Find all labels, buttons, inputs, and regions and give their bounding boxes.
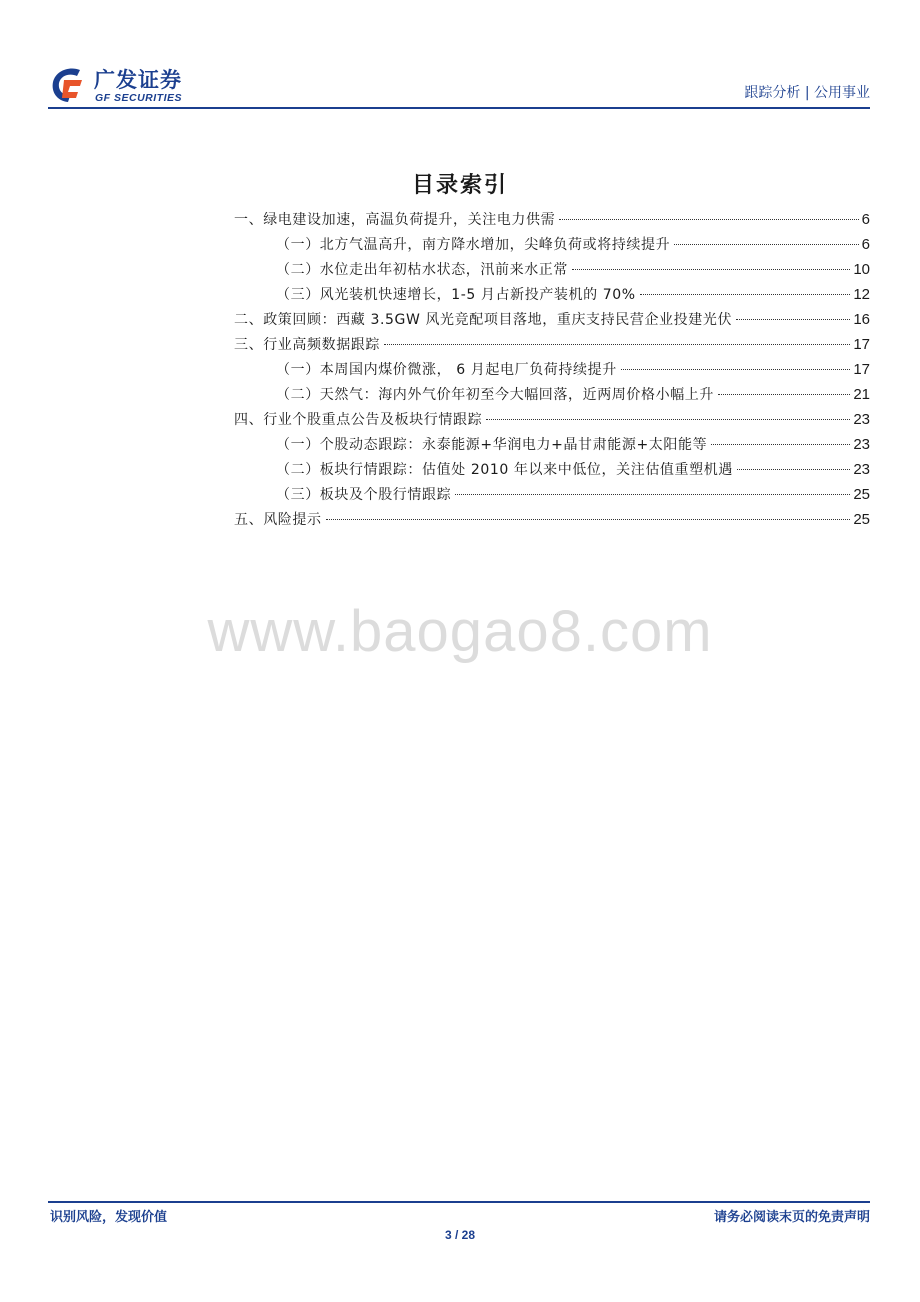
toc-leader-dots bbox=[384, 344, 850, 345]
toc-entry-text: （三）风光装机快速增长，1-5 月占新投产装机的 70% bbox=[276, 287, 636, 303]
toc-entry[interactable] bbox=[234, 508, 870, 532]
toc-entry-page: 6 bbox=[861, 211, 870, 228]
toc-entry-text: （二）板块行情跟踪：估值处 2010 年以来中低位，关注估值重塑机遇 bbox=[276, 462, 733, 478]
toc-entry-text: 二、政策回顾：西藏 3.5GW 风光竞配项目落地，重庆支持民营企业投建光伏 bbox=[234, 312, 733, 328]
toc-leader-dots bbox=[737, 469, 850, 470]
footer-disclaimer-note: 请务必阅读末页的免责声明 bbox=[713, 1210, 870, 1225]
logo-english-text: GF SECURITIES bbox=[95, 92, 183, 104]
toc-entry-page: 21 bbox=[853, 386, 870, 403]
toc-entry-page: 25 bbox=[853, 486, 870, 503]
footer-slogan: 识别风险，发现价值 bbox=[50, 1210, 168, 1225]
toc-leader-dots bbox=[640, 294, 851, 295]
toc-entry-page: 23 bbox=[853, 436, 870, 453]
report-type: 跟踪分析 bbox=[744, 85, 801, 101]
watermark: www.baogao8.com bbox=[207, 599, 713, 664]
toc-entry-page: 6 bbox=[861, 236, 870, 253]
toc-entry[interactable] bbox=[276, 433, 870, 457]
toc-entry-text: （一）本周国内煤价微涨， 6 月起电厂负荷持续提升 bbox=[276, 362, 617, 378]
toc-entry-page: 17 bbox=[853, 361, 870, 378]
toc-entry-text: （一）北方气温高升，南方降水增加，尖峰负荷或将持续提升 bbox=[276, 237, 671, 253]
toc-entry[interactable] bbox=[276, 258, 870, 282]
toc-leader-dots bbox=[711, 444, 850, 445]
toc-entry-text: 一、绿电建设加速，高温负荷提升，关注电力供需 bbox=[234, 212, 556, 228]
toc-leader-dots bbox=[736, 319, 850, 320]
toc-entry-page: 23 bbox=[853, 461, 870, 478]
report-category bbox=[744, 82, 870, 102]
toc-entry[interactable] bbox=[276, 458, 870, 482]
gf-securities-logo bbox=[48, 62, 198, 106]
toc-leader-dots bbox=[326, 519, 851, 520]
page-header bbox=[48, 62, 870, 108]
toc-entry[interactable] bbox=[234, 333, 870, 357]
header-divider bbox=[48, 107, 870, 109]
toc-entry-text: （二）水位走出年初枯水状态，汛前来水正常 bbox=[276, 262, 568, 278]
toc-entry[interactable] bbox=[234, 408, 870, 432]
toc-entry-page: 16 bbox=[853, 311, 870, 328]
toc-entry-text: （一）个股动态跟踪：永泰能源+华润电力+晶甘肃能源+太阳能等 bbox=[276, 437, 708, 453]
toc-entry-page: 17 bbox=[853, 336, 870, 353]
toc-entry-text: （三）板块及个股行情跟踪 bbox=[276, 487, 452, 503]
toc-leader-dots bbox=[486, 419, 850, 420]
toc-title: 目录索引 bbox=[411, 173, 508, 198]
logo-chinese-text: 广发证券 bbox=[94, 68, 182, 92]
toc-entry-page: 23 bbox=[853, 411, 870, 428]
toc-entry-text: （二）天然气：海内外气价年初至今大幅回落，近两周价格小幅上升 bbox=[276, 387, 714, 403]
header-separator: | bbox=[800, 85, 814, 101]
toc-entry[interactable] bbox=[234, 308, 870, 332]
toc-leader-dots bbox=[674, 244, 858, 245]
toc-entry-text: 三、行业高频数据跟踪 bbox=[234, 337, 380, 353]
gf-logo-mark-icon bbox=[48, 64, 88, 104]
toc-entry-text: 五、风险提示 bbox=[234, 512, 322, 528]
toc-entry[interactable] bbox=[276, 383, 870, 407]
toc-leader-dots bbox=[718, 394, 850, 395]
page-number: 3 / 28 bbox=[444, 1228, 476, 1242]
toc-entry[interactable] bbox=[276, 233, 870, 257]
toc-entry[interactable] bbox=[276, 283, 870, 307]
toc-entry-page: 25 bbox=[853, 511, 870, 528]
toc-entry-page: 10 bbox=[853, 261, 870, 278]
toc-leader-dots bbox=[455, 494, 850, 495]
toc-entry[interactable] bbox=[276, 358, 870, 382]
toc-leader-dots bbox=[621, 369, 851, 370]
toc-entry-page: 12 bbox=[853, 286, 870, 303]
toc-entry[interactable] bbox=[234, 208, 870, 232]
toc-entry[interactable] bbox=[276, 483, 870, 507]
toc-entry-text: 四、行业个股重点公告及板块行情跟踪 bbox=[234, 412, 483, 428]
industry-label: 公用事业 bbox=[814, 85, 870, 101]
toc-leader-dots bbox=[559, 219, 858, 220]
footer-divider bbox=[48, 1201, 870, 1203]
toc-leader-dots bbox=[572, 269, 850, 270]
